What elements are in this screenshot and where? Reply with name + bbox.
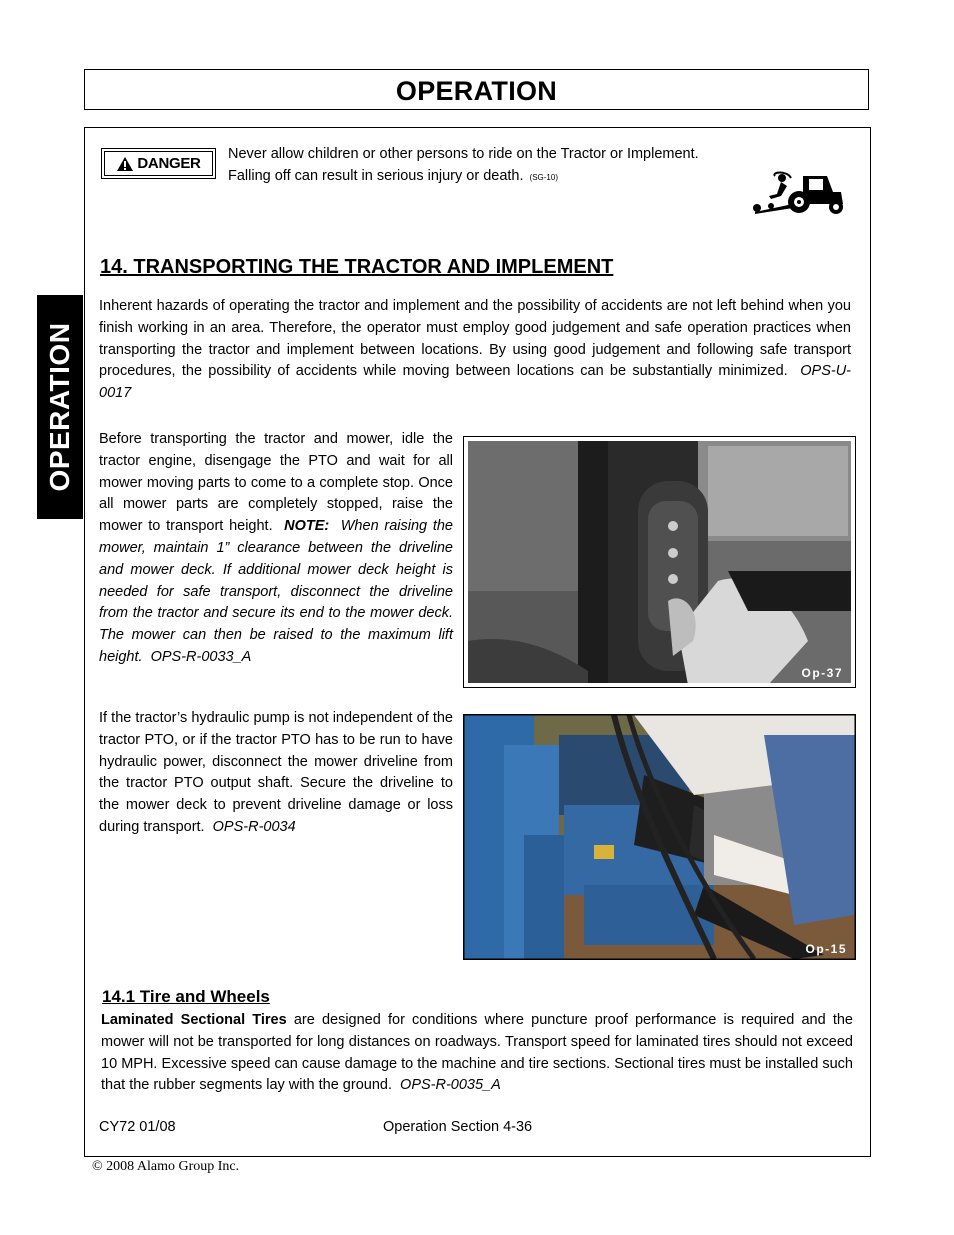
copyright: © 2008 Alamo Group Inc. [92,1159,240,1174]
danger-line-2-row [228,165,699,189]
side-tab-label: OPERATION [44,322,75,492]
subsection-heading: 14.1 Tire and Wheels [102,987,270,1006]
tractor-rider-hazard-icon [747,168,845,216]
note-label: NOTE: [284,518,330,535]
page-header-box [84,69,869,110]
danger-message [228,143,699,189]
danger-text: DANGER [137,155,201,172]
footer-section: Operation Section 4-36 [383,1119,533,1135]
driveline-text: If the tractor’s hydraulic pump is not independent of the tractor PTO, or if the tractor PTO has to be run to have hydraulic power, disconnect the mower driveline from the tractor PTO output shaft. Secure the driveline to the mower deck to prevent driveline damage or loss during transport. [99,710,453,835]
transport-code: OPS-R-0033_A [150,648,252,665]
section-heading: 14. TRANSPORTING THE TRACTOR AND IMPLEMENT [100,256,614,278]
footer-model: CY72 01/08 [99,1119,176,1135]
photo-hydraulic-control [463,436,856,688]
note-text: When raising the mower, maintain 1” clearance between the driveline and mower deck. If additional mower deck height is needed for safe transport, disconnect the driveline from the tractor and secure its end to the mower deck. The mower can then be raised to the maximum lift height. [99,518,454,665]
side-section-tab [37,295,83,519]
page-title: OPERATION [395,76,558,106]
transport-paragraph [99,429,453,669]
danger-code: (SG-10) [529,173,558,182]
tires-lead: Laminated Sectional Tires [101,1012,287,1028]
transport-text: Before transporting the tractor and mower, idle the tractor engine, disengage the PTO and wait for all mower moving parts to come to a complete stop. Once all mower parts are completely stopped, raise the mower to transport height. [99,431,453,535]
driveline-paragraph [99,708,453,839]
danger-line-1: Never allow children or other persons to ride on the Tractor or Implement. [228,146,699,162]
photo-1-caption: Op-37 [801,666,843,680]
photo-driveline [463,714,856,960]
photo-1-scene [468,441,851,683]
intro-text: Inherent hazards of operating the tractor and implement and the possibility of accidents are not left behind when you finish working in an area. Therefore, the operator must employ good judgement and safe operation practices when transporting the tractor and implement between locations. By using good judgement and following safe transport procedures, the possibility of accidents while moving between locations can be substantially minimized. [99,298,851,380]
tires-code: OPS-R-0035_A [400,1077,501,1094]
intro-paragraph [99,296,851,405]
danger-label [101,148,216,179]
tires-paragraph [101,1010,853,1097]
intro-code: OPS-U- 0017 [99,363,851,402]
tires-text: are designed for conditions where puncture proof performance is required and the mower will not be transported for long distances on roadways. Transport speed for laminated tires should not exceed 10 MPH. Excessive speed can cause damage to the machine and tire sections. Sectional tires must be installed such that the rubber segments lay with the ground. [101,1012,853,1094]
photo-2-scene [464,715,855,959]
warning-triangle-icon [116,156,134,172]
driveline-code: OPS-R-0034 [212,818,296,835]
danger-line-2: Falling off can result in serious injury or death. [228,168,524,184]
photo-2-caption: Op-15 [805,942,847,956]
